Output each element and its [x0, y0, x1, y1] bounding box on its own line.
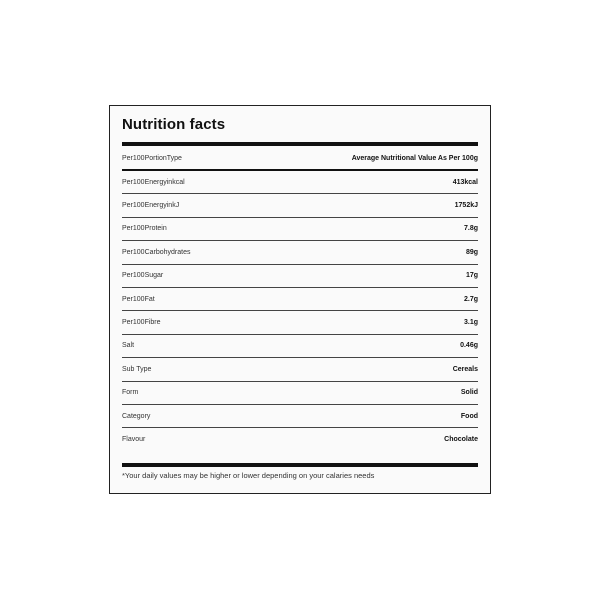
row-value: 2.7g — [463, 295, 478, 303]
table-row — [122, 358, 478, 381]
nutrition-table — [122, 147, 478, 452]
row-label: Per100Fat — [122, 295, 155, 303]
row-value: Cereals — [452, 365, 478, 373]
table-row — [122, 218, 478, 241]
bottom-divider — [122, 463, 478, 467]
row-label: Per100Sugar — [122, 272, 164, 280]
header-row-value: Average Nutritional Value As Per 100g — [351, 154, 478, 162]
table-row — [122, 265, 478, 288]
row-label: Form — [122, 389, 139, 397]
row-label: Salt — [122, 342, 135, 350]
nutrition-facts-title: Nutrition facts — [122, 116, 226, 133]
table-row — [122, 194, 478, 217]
row-value: 413kcal — [452, 178, 478, 186]
row-label: Per100EnergyinkJ — [122, 202, 180, 210]
header-row-label: Per100PortionType — [122, 154, 182, 162]
table-row — [122, 428, 478, 451]
row-value: Chocolate — [444, 436, 478, 444]
row-label: Flavour — [122, 436, 146, 444]
table-row — [122, 311, 478, 334]
nutrition-facts-card — [109, 105, 491, 494]
row-label: Sub Type — [122, 365, 152, 373]
row-value: 0.46g — [460, 342, 478, 350]
table-row — [122, 288, 478, 311]
row-value: 17g — [465, 272, 478, 280]
row-label: Per100Carbohydrates — [122, 248, 191, 256]
table-row — [122, 405, 478, 428]
top-divider — [122, 142, 478, 146]
row-value: 89g — [465, 248, 478, 256]
row-label: Per100Fibre — [122, 319, 161, 327]
daily-values-footnote: *Your daily values may be higher or lower depending on your calaries needs — [122, 471, 375, 480]
row-value: 7.8g — [463, 225, 478, 233]
row-value: Food — [460, 412, 478, 420]
row-value: Solid — [460, 389, 478, 397]
table-row — [122, 171, 478, 194]
row-label: Category — [122, 412, 151, 420]
table-row — [122, 241, 478, 264]
table-header-row — [122, 147, 478, 171]
row-label: Per100Protein — [122, 225, 167, 233]
row-value: 1752kJ — [454, 202, 478, 210]
row-label: Per100Energyinkcal — [122, 178, 185, 186]
table-row — [122, 382, 478, 405]
row-value: 3.1g — [463, 319, 478, 327]
table-row — [122, 335, 478, 358]
